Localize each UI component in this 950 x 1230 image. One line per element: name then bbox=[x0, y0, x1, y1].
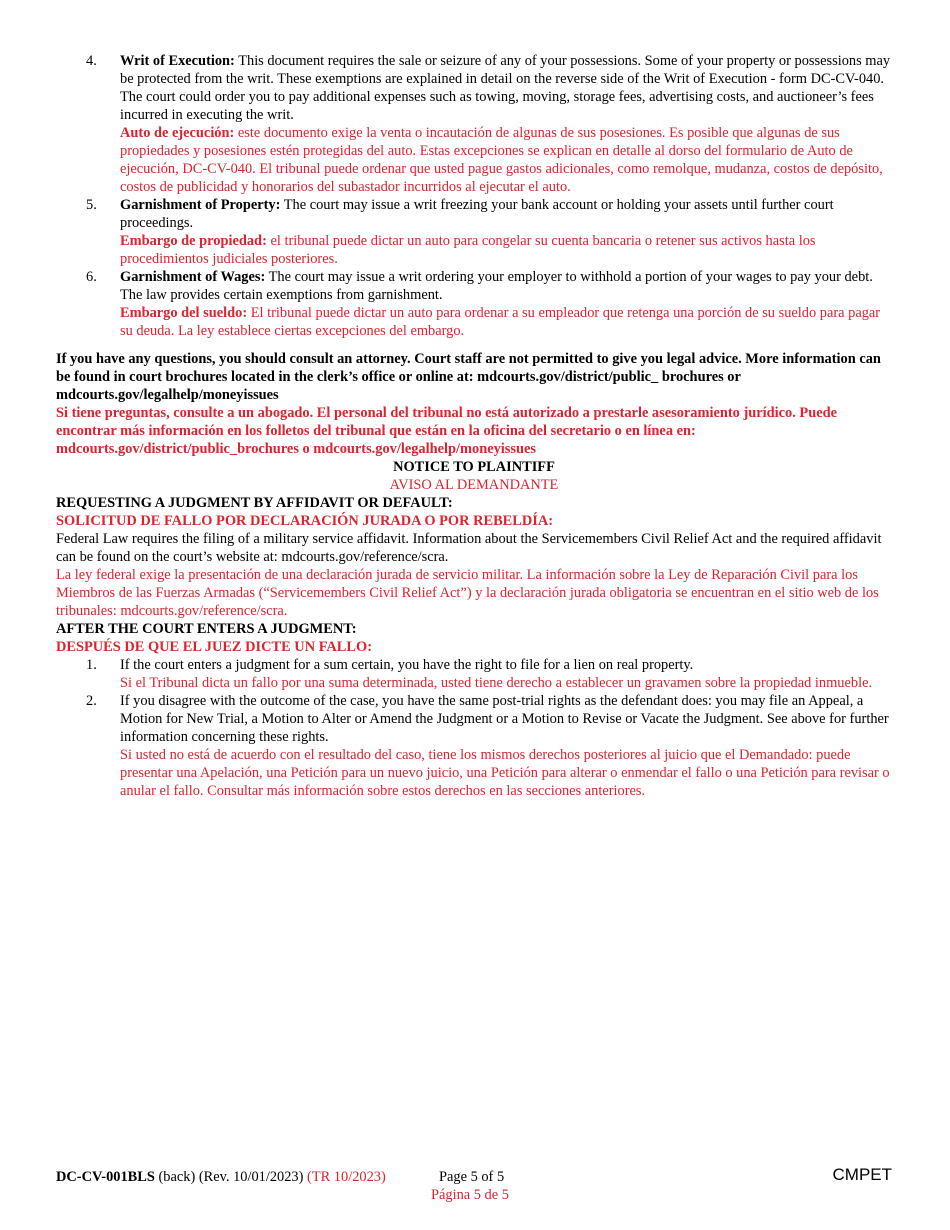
translation-revision: (TR 10/2023) bbox=[307, 1169, 386, 1185]
list-number: 2. bbox=[86, 693, 97, 709]
item-text-es bbox=[120, 304, 892, 340]
list-number: 6. bbox=[86, 269, 97, 285]
item-body-en: The court may issue a writ freezing your bank account or holding your assets until further court proceedings. bbox=[120, 197, 834, 231]
list-item bbox=[56, 656, 892, 692]
questions-text-es: Si tiene preguntas, consulte a un abogado. El personal del tribunal no está autorizado a prestarle asesoramiento jurídico. Puede encontrar más información en los folletos del tribunal que están en la oficina del secretario o en línea en: mdcourts.gov/district/public_brochures o mdcourts.gov/legalhelp/moneyissues bbox=[56, 405, 837, 457]
notice-heading bbox=[56, 458, 892, 494]
section-heading-en: REQUESTING A JUDGMENT BY AFFIDAVIT OR DEFAULT: bbox=[56, 495, 453, 511]
list-number: 4. bbox=[86, 53, 97, 69]
item-body-es: el tribunal puede dictar un auto para congelar su cuenta bancaria o retener sus activos hasta los procedimientos judiciales posteriores. bbox=[120, 233, 816, 267]
notice-title-en: NOTICE TO PLAINTIFF bbox=[393, 459, 555, 475]
list-item bbox=[56, 196, 892, 268]
item-body-es: este documento exige la venta o incautación de algunas de sus posesiones. Es posible que algunas de sus propiedades y posesiones estén protegidas del auto. Estas excepciones se explican en detalle al dorso del formulario de Auto de ejecución, DC-CV-040. El tribunal puede ordenar que usted pague gastos adicionales, como remolque, mudanza, costos de depósito, costos de publicidad y honorarios del subastador incurridos al ejecutar el auto. bbox=[120, 125, 883, 195]
item-text-en bbox=[120, 268, 892, 304]
section-heading-es: DESPUÉS DE QUE EL JUEZ DICTE UN FALLO: bbox=[56, 639, 372, 655]
list-item bbox=[56, 52, 892, 196]
questions-section bbox=[56, 350, 892, 458]
page-number-es: Página 5 de 5 bbox=[431, 1187, 509, 1203]
item-title-en: Writ of Execution: bbox=[120, 53, 235, 69]
item-body-en: The court may issue a writ ordering your employer to withhold a portion of your wages to pay your debt. The law provides certain exemptions from garnishment. bbox=[120, 269, 873, 303]
item-text-es bbox=[120, 232, 892, 268]
item-body-es: El tribunal puede dictar un auto para ordenar a su empleador que retenga una porción de su sueldo para pagar su deuda. La ley establece ciertas excepciones del embargo. bbox=[120, 305, 881, 339]
item-title-es: Embargo del sueldo: bbox=[120, 305, 248, 321]
section-text-en: Federal Law requires the filing of a military service affidavit. Information about the Servicemembers Civil Relief Act and the required affidavit can be found on the court’s website at: mdcourts.gov/reference/scra. bbox=[56, 531, 882, 565]
section-heading-es: SOLICITUD DE FALLO POR DECLARACIÓN JURADA O POR REBELDÍA: bbox=[56, 513, 554, 529]
item-text-es: Si usted no está de acuerdo con el resultado del caso, tiene los mismos derechos posteriores al juicio que el Demandado: puede presentar una Apelación, una Petición para un nuevo juicio, una Petición para alterar o enmendar el fallo o una Petición para revisar o anular el fallo. Consultar más información sobre estos derechos en las secciones anteriores. bbox=[120, 747, 890, 799]
item-text-es: Si el Tribunal dicta un fallo por una suma determinada, usted tiene derecho a establecer un gravamen sobre la propiedad inmueble. bbox=[120, 675, 873, 691]
section-heading-en: AFTER THE COURT ENTERS A JUDGMENT: bbox=[56, 621, 357, 637]
form-revision: (back) (Rev. 10/01/2023) bbox=[158, 1169, 304, 1185]
list-number: 1. bbox=[86, 657, 97, 673]
section-text-es: La ley federal exige la presentación de una declaración jurada de servicio militar. La información sobre la Ley de Reparación Civil para los Miembros de las Fuerzas Armadas (“Servicemembers Civil Relief Act”) y la declaración jurada obligatoria se encuentran en el sitio web de los tribunales: mdcourts.gov/reference/scra. bbox=[56, 567, 879, 619]
after-judgment-section bbox=[56, 620, 892, 800]
item-title-es: Embargo de propiedad: bbox=[120, 233, 267, 249]
item-text-en: If you disagree with the outcome of the case, you have the same post-trial rights as the defendant does: you may file an Appeal, a Motion for New Trial, a Motion to Alter or Amend the Judgment or a Motion to Revise or Vacate the Judgment. See above for further information concerning these rights. bbox=[120, 693, 889, 745]
list-item bbox=[56, 268, 892, 340]
item-text-en bbox=[120, 196, 892, 232]
item-body-en: This document requires the sale or seizure of any of your possessions. Some of your property or possessions may be protected from the writ. These exemptions are explained in detail on the reverse side of the Writ of Execution - form DC-CV-040. The court could order you to pay additional expenses such as towing, moving, storage fees, advertising costs, and auctioneer’s fees incurred in executing the writ. bbox=[120, 53, 891, 123]
list-number: 5. bbox=[86, 197, 97, 213]
item-text-es bbox=[120, 124, 892, 196]
item-title-es: Auto de ejecución: bbox=[120, 125, 235, 141]
page-number-en: Page 5 of 5 bbox=[439, 1169, 505, 1185]
document-page bbox=[56, 52, 892, 800]
list-item bbox=[56, 692, 892, 800]
requesting-judgment-section bbox=[56, 494, 892, 620]
notice-title-es: AVISO AL DEMANDANTE bbox=[389, 477, 559, 493]
item-text-en bbox=[120, 52, 892, 124]
item-title-en: Garnishment of Property: bbox=[120, 197, 281, 213]
item-text-en: If the court enters a judgment for a sum certain, you have the right to file for a lien on real property. bbox=[120, 657, 694, 673]
form-id: DC-CV-001BLS bbox=[56, 1169, 155, 1185]
defendant-options-list bbox=[56, 52, 892, 340]
form-identifier bbox=[56, 1168, 386, 1186]
questions-text-en: If you have any questions, you should consult an attorney. Court staff are not permitted to give you legal advice. More information can be found in court brochures located in the clerk’s office or online at: mdcourts.gov/district/public_ brochures or mdcourts.gov/legalhelp/moneyissues bbox=[56, 351, 881, 403]
item-title-en: Garnishment of Wages: bbox=[120, 269, 266, 285]
form-code: CMPET bbox=[832, 1165, 892, 1184]
